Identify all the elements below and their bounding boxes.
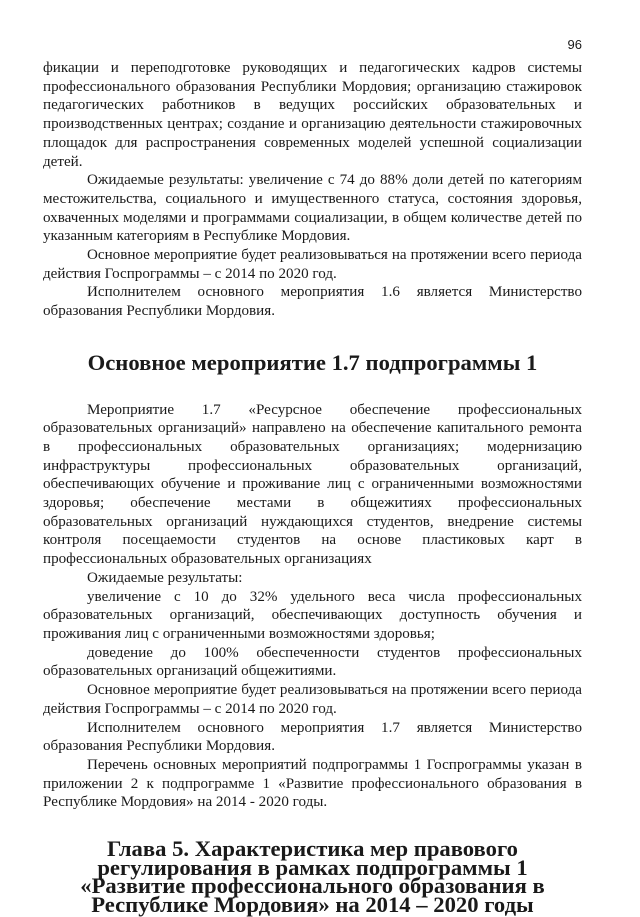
page-body: [43, 59, 582, 915]
paragraph-list-reference: Перечень основных мероприятий подпрограммы 1 Госпрограммы указан в приложении 2 к подпрограмме 1 «Развитие профессионального образования в Республике Мордовия» на 2014 - 2020 годы.: [43, 756, 582, 811]
paragraph-expected-results-label: Ожидаемые результаты:: [87, 569, 243, 586]
paragraph-period-1-7: Основное мероприятие будет реализовываться на протяжении всего периода действия Госпрограммы – с 2014 по 2020 год.: [43, 682, 582, 717]
paragraph-executor-1-6: Исполнителем основного мероприятия 1.6 является Министерство образования Республики Мордовия.: [43, 284, 582, 320]
paragraph-period-1-6: Основное мероприятие будет реализовываться на протяжении всего периода действия Госпрограммы – с 2014 по 2020 год.: [43, 247, 582, 282]
paragraph-description-1-7: Мероприятие 1.7 «Ресурсное обеспечение профессиональных образовательных организаций» направлено на обеспечение капитального ремонта в профессиональных образовательных организациях; модернизацию инфраструктуры профессиональных образовательных организаций, обеспечивающих обучение и проживание лиц с ограниченными возможностями здоровья; обеспечение местами в общежитиях профессиональных образовательных организаций нуждающихся студентов, внедрение системы контроля посещаемости студентов на основе пластиковых карт в профессиональных образовательных организациях: [43, 401, 582, 568]
paragraph-expected-results-1-6: Ожидаемые результаты: увеличение с 74 до 88% доли детей по категориям местожительства, социального и имущественного статуса, состояния здоровья, охваченных моделями и программами социализации, в общем количестве детей по указанным категориям в Республике Мордовия.: [43, 172, 582, 245]
section-heading-1-7: Основное мероприятие 1.7 подпрограммы 1: [87, 349, 538, 375]
page-number: 96: [567, 37, 582, 52]
chapter-heading: Глава 5. Характеристика мер правового регулирования в рамках подпрограммы 1 «Развитие профессионального образования в Республике Мордовия» на 2014 – 2020 годы: [80, 836, 545, 917]
paragraph-executor-1-7: Исполнителем основного мероприятия 1.7 является Министерство образования Республики Мордовия.: [43, 719, 582, 755]
paragraph-result-2: доведение до 100% обеспеченности студентов профессиональных образовательных организаций общежитиями.: [43, 644, 582, 680]
paragraph-result-1: увеличение с 10 до 32% удельного веса числа профессиональных образовательных организаций, обеспечивающих доступность обучения и проживания лиц с ограниченными возможностями здоровья;: [43, 588, 582, 642]
paragraph-continuation: фикации и переподготовке руководящих и педагогических кадров системы профессионального образования Республики Мордовия; организацию стажировок педагогических работников в ведущих российских образовательных и производственных центрах; создание и организацию деятельности стажировочных площадок для распространения современных моделей успешной социализации детей.: [43, 60, 582, 170]
